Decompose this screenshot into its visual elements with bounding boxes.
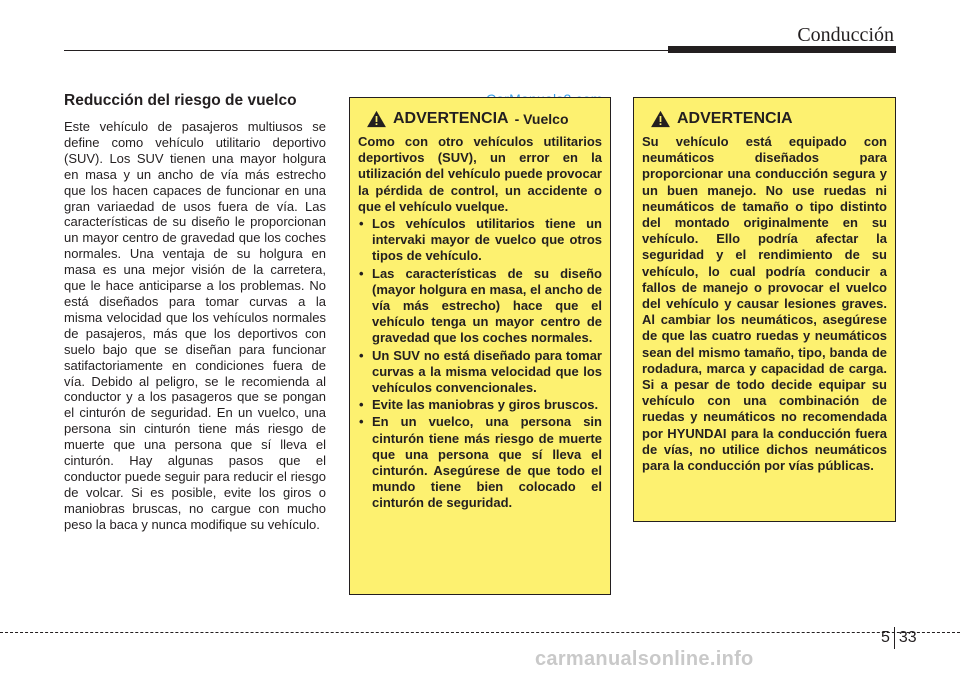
page-number-divider bbox=[894, 627, 895, 649]
page-number-value: 33 bbox=[898, 629, 917, 646]
warning-list-item: • En un vuelco, una persona sin cinturón tiene más riesgo de muerte que una persona que sí lleva el cinturón. Asegúrese de que todo el mundo tiene bien colocado el cinturón de seguridad. bbox=[358, 414, 602, 511]
warning-subtitle: - Vuelco bbox=[514, 111, 569, 127]
warning-title bbox=[358, 110, 602, 128]
warning-text: Su vehículo está equipado con neumáticos diseñados para proporcionar una conducción segura y un buen manejo. No use ruedas ni neumáticos de tamaño o tipo distinto del montado originalmente en su vehículo. Ello podría afectar la seguridad y el rendimiento de su vehículo, lo cual podría conducir a fallos de manejo o provocar el vuelco del vehículo y causar lesiones graves. Al cambiar los neumáticos, asegúrese de que las cuatro ruedas y neumáticos sean del mismo tamaño, tipo, banda de rodadura, marca y capacidad de carga. Si a pesar de todo decide equipar su vehículo con una combinación de ruedas y neumáticos no recomendada por HYUNDAI para la conducción fuera de vías, no utilice dichos neumáticos para la conducción por vías públicas. bbox=[642, 134, 887, 474]
warning-box-rollover bbox=[349, 97, 611, 595]
footer-rule bbox=[0, 632, 960, 633]
chapter-number: 5 bbox=[881, 629, 890, 646]
section-title: Conducción bbox=[797, 24, 894, 46]
warning-list-item: • Evite las maniobras y giros bruscos. bbox=[358, 397, 602, 413]
warning-box-tires bbox=[633, 97, 896, 522]
warning-title-text: ADVERTENCIA bbox=[677, 110, 793, 127]
header-rule bbox=[64, 50, 668, 51]
rollover-section bbox=[64, 92, 326, 533]
warning-list-item: • Las características de su diseño (mayor holgura en masa, el ancho de vía más estrecho) hace que el vehículo tenga un mayor centro de gravedad que los coches normales. bbox=[358, 266, 602, 347]
warning-list-item: • Los vehículos utilitarios tiene un intervaki mayor de vuelco que otros tipos de vehículo. bbox=[358, 216, 602, 265]
warning-intro: Como con otro vehículos utilitarios deportivos (SUV), un error en la utilización del vehículo puede provocar la pérdida de control, un accidente o que el vehículo vuelque. bbox=[358, 134, 602, 214]
header-rule-accent bbox=[668, 46, 896, 53]
warning-triangle-icon bbox=[650, 110, 671, 128]
warning-triangle-icon bbox=[366, 110, 387, 128]
warning-title bbox=[642, 110, 887, 128]
warning-title-text: ADVERTENCIA bbox=[393, 110, 509, 127]
watermark-bottom: carmanualsonline.info bbox=[535, 648, 754, 670]
section-heading: Reducción del riesgo de vuelco bbox=[64, 92, 297, 109]
section-body: Este vehículo de pasajeros multiusos se define como vehículo utilitario deportivo (SUV). Los SUV tienen una mayor holgura en masa y un ancho de vía más estrecho que los hacen capaces de funcionar en una gran variaedad de usos fuera de vía. Las características de su diseño le proporcionan un mayor centro de gravedad que los coches normales. Una ventaja de su holgura en masa es una mejor visión de la carretera, que le hace anticiparse a los problemas. No está diseñados para tomar curvas a la misma velocidad que los vehículos normales de pasajeros, más que los deportivos con suelo bajo que se diseñan para funcionar satifactoriamente en condiciones fuera de vía. Debido al peligro, se le recomienda al conductor y a los pasageros que se pongan el cinturón de seguridad. En un vuelco, una persona sin cinturón tiene más riesgo de muerte que una persona que sí lleva el cinturón. Hay algunas pasos que el conductor puede seguir para reducir el riesgo de volcar. Si es posible, evite los giros o maniobras bruscas, no cargue con mucho peso la baca y nunca modifique su vehículo. bbox=[64, 119, 326, 532]
page-number bbox=[881, 627, 917, 649]
warning-list bbox=[358, 216, 602, 512]
warning-list-item: • Un SUV no está diseñado para tomar curvas a la misma velocidad que los vehículos convencionales. bbox=[358, 348, 602, 397]
